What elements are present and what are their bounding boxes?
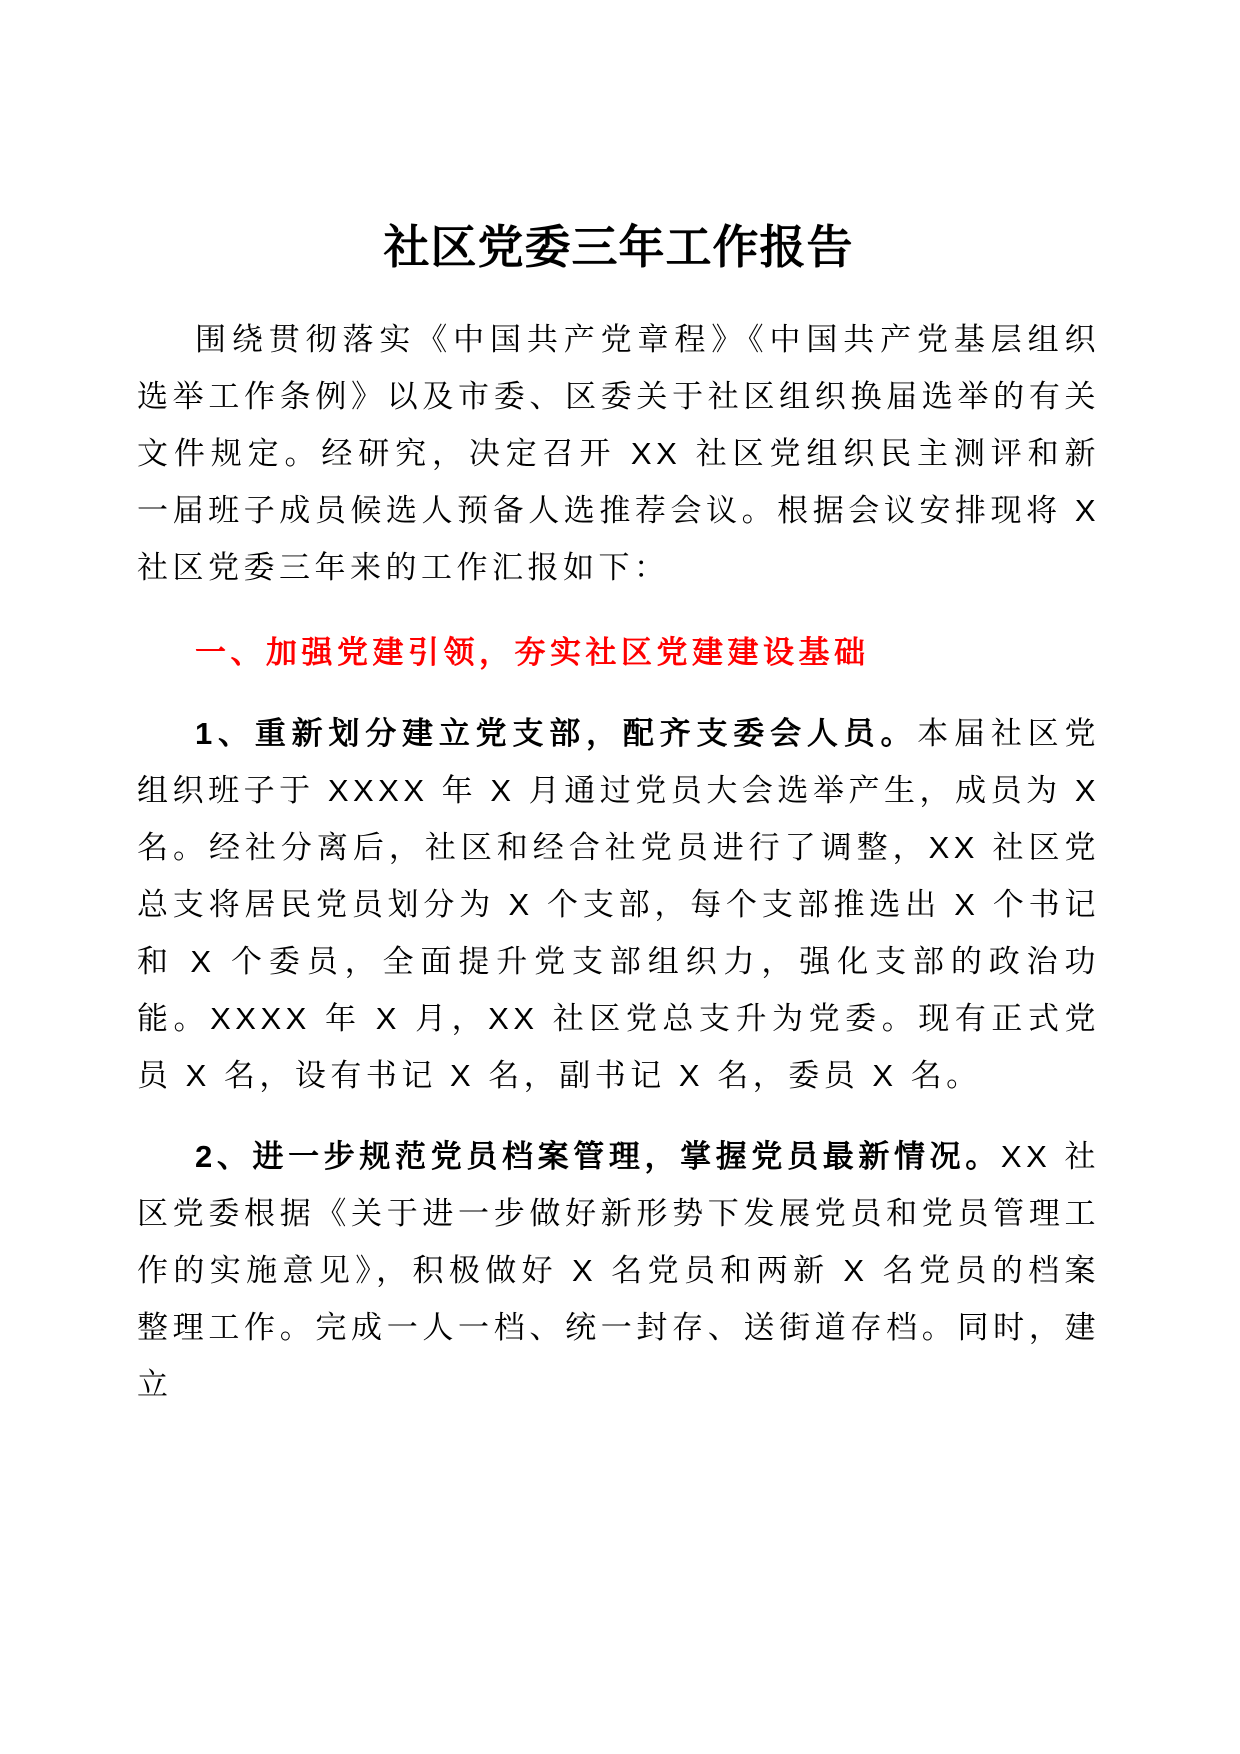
item-2-paragraph bbox=[137, 1128, 1100, 1413]
item-2-body-text: XX 社区党委根据《关于进一步做好新形势下发展党员和党员管理工作的实施意见》，积极做好 X 名党员和两新 X 名党员的档案整理工作。完成一人一档、统一封存、送街道存档。同时，建立 bbox=[137, 1139, 1100, 1402]
section-1-heading: 一、加强党建引领，夯实社区党建建设基础 bbox=[195, 635, 870, 670]
item-1-body-text: 本届社区党组织班子于 XXXX 年 X 月通过党员大会选举产生，成员为 X 名。经社分离后，社区和经合社党员进行了调整，XX 社区党总支将居民党员划分为 X 个支部，每个支部推选出 X 个书记和 X 个委员，全面提升党支部组织力，强化支部的政治功能。XXXX 年 X 月，XX 社区党总支升为党委。现有正式党员 X 名，设有书记 X 名，副书记 X 名，委员 X 名。 bbox=[137, 716, 1100, 1093]
document-title: 社区党委三年工作报告 bbox=[383, 221, 854, 273]
intro-paragraph: 围绕贯彻落实《中国共产党章程》《中国共产党基层组织选举工作条例》以及市委、区委关于社区组织换届选举的有关文件规定。经研究，决定召开 XX 社区党组织民主测评和新一届班子成员候选人预备人选推荐会议。根据会议安排现将 X 社区党委三年来的工作汇报如下： bbox=[137, 322, 1100, 585]
item-1-paragraph bbox=[137, 705, 1100, 1104]
item-1-lead-bold: 1、重新划分建立党支部，配齐支委会人员。 bbox=[195, 716, 918, 751]
item-2-lead-bold: 2、进一步规范党员档案管理，掌握党员最新情况。 bbox=[195, 1139, 1001, 1174]
